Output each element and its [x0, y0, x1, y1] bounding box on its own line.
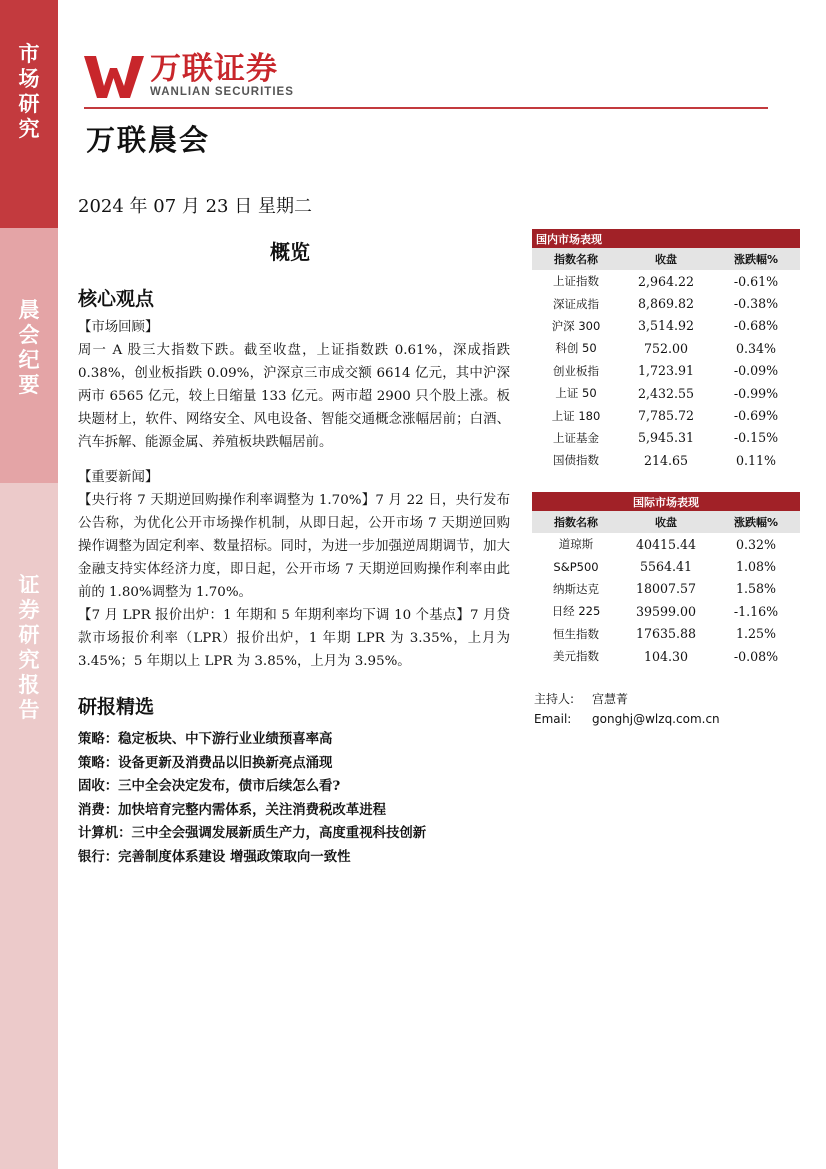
index-name-cell: 上证指数 [553, 274, 599, 289]
col-header-index: 指数名称 [532, 511, 620, 533]
table-row [532, 292, 800, 314]
sidebar-research-report [0, 483, 58, 1169]
host-line [534, 690, 629, 707]
market-review-section [78, 316, 510, 454]
index-name-cell: 创业板指 [553, 363, 599, 378]
index-name-cell: 美元指数 [553, 649, 599, 664]
table-row [532, 578, 800, 600]
index-name-cell: 上证 50 [555, 386, 597, 401]
close-value-cell: 1,723.91 [637, 363, 695, 379]
index-name-cell: 恒生指数 [553, 626, 599, 641]
market-review-text: 周一 A 股三大指数下跌。截至收盘，上证指数跌 0.61%，深成指跌 0.38%，创业板指跌 0.09%，沪深京三市成交额 6614 亿元，其中沪深两市 6565 亿元，较上日缩量 133 亿元。两市超 2900 只个股上涨。板块题材上，软件、网络安全、风电设备、智能交通概念涨幅居前；白酒、汽车拆解、能源金属、养殖板块跌幅居前。 [78, 343, 510, 450]
domestic-table-title: 国内市场表现 [532, 229, 800, 248]
change-pct-cell: 1.25% [735, 626, 776, 642]
sidebar-char: 会 [18, 323, 40, 347]
sidebar-char: 研 [18, 92, 40, 116]
sidebar-morning-brief [0, 228, 58, 483]
host-email[interactable]: gonghj@wlzq.com.cn [592, 712, 720, 726]
research-picks-list [78, 728, 426, 869]
logo-chinese-name: 万联证券 [150, 51, 278, 87]
logo-english-name: WANLIAN SECURITIES [150, 86, 294, 98]
report-title: 万联晨会 [86, 123, 211, 157]
change-pct-cell: 1.08% [735, 559, 776, 575]
index-name-cell: 沪深 300 [551, 318, 601, 333]
index-name-cell: S&P500 [553, 559, 599, 574]
index-name-cell: 国债指数 [553, 453, 599, 468]
research-pick-item[interactable]: 策略：稳定板块、中下游行业业绩预喜率高 [78, 731, 333, 747]
sidebar-char: 研 [18, 623, 40, 647]
change-pct-cell: -0.68% [733, 318, 779, 334]
overview-title: 概览 [270, 240, 310, 264]
important-news-section [78, 466, 510, 673]
close-value-cell: 18007.57 [635, 581, 697, 597]
sidebar-char: 究 [18, 648, 40, 672]
change-pct-cell: -1.16% [733, 603, 779, 619]
sidebar-char: 证 [18, 573, 40, 597]
table-row [532, 600, 800, 622]
sidebar-char: 市 [18, 42, 40, 66]
close-value-cell: 5,945.31 [637, 430, 695, 446]
index-name-cell: 科创 50 [555, 341, 597, 356]
table-row [532, 315, 800, 337]
table-row [532, 449, 800, 471]
research-pick-item[interactable]: 消费：加快培育完整内需体系，关注消费税改革进程 [78, 801, 386, 818]
close-value-cell: 104.30 [643, 648, 689, 664]
core-views-heading: 核心观点 [78, 288, 155, 310]
market-review-tag: 【市场回顾】 [78, 320, 159, 335]
international-table-title: 国际市场表现 [532, 492, 800, 511]
report-date: 2024 年 07 月 23 日 星期二 [78, 196, 312, 217]
sidebar-char: 告 [18, 698, 40, 722]
sidebar-char: 究 [18, 117, 40, 141]
close-value-cell: 5564.41 [639, 559, 693, 575]
email-label: Email: [534, 712, 572, 726]
table-row [532, 623, 800, 645]
table-row [532, 404, 800, 426]
sidebar-char: 券 [18, 598, 40, 622]
sidebar-char: 纪 [18, 348, 40, 372]
change-pct-cell: -0.15% [733, 430, 779, 446]
col-header-change: 涨跌幅% [712, 511, 800, 533]
host-label: 主持人: [534, 692, 575, 706]
sidebar-market-research [0, 0, 58, 228]
index-name-cell: 上证基金 [553, 430, 599, 445]
host-name: 宫慧菁 [592, 692, 629, 706]
table-row [532, 382, 800, 404]
col-header-index: 指数名称 [532, 248, 620, 270]
close-value-cell: 214.65 [643, 452, 689, 468]
change-pct-cell: -0.09% [733, 363, 779, 379]
change-pct-cell: 0.11% [735, 452, 776, 468]
change-pct-cell: -0.69% [733, 408, 779, 424]
table-row [532, 360, 800, 382]
company-logo [84, 52, 294, 100]
col-header-change: 涨跌幅% [712, 248, 800, 270]
email-line [534, 712, 720, 726]
index-name-cell: 深证成指 [553, 296, 599, 311]
close-value-cell: 2,964.22 [637, 273, 695, 289]
research-picks-heading: 研报精选 [78, 696, 155, 718]
close-value-cell: 40415.44 [635, 536, 697, 552]
change-pct-cell: 1.58% [735, 581, 776, 597]
sidebar [0, 0, 58, 1169]
research-pick-item[interactable]: 策略：设备更新及消费品以旧换新亮点涌现 [78, 754, 333, 771]
sidebar-char: 晨 [18, 298, 40, 322]
index-name-cell: 纳斯达克 [553, 581, 599, 596]
sidebar-char: 报 [18, 673, 40, 697]
close-value-cell: 752.00 [643, 340, 689, 356]
sidebar-char: 场 [18, 67, 40, 91]
domestic-market-table [532, 229, 800, 472]
research-pick-item[interactable]: 银行：完善制度体系建设 增强政策取向一致性 [78, 848, 351, 865]
close-value-cell: 17635.88 [635, 626, 697, 642]
change-pct-cell: -0.38% [733, 296, 779, 312]
change-pct-cell: -0.08% [733, 648, 779, 664]
index-name-cell: 日经 225 [551, 604, 601, 619]
wanlian-logo-icon [84, 52, 144, 100]
table-row [532, 645, 800, 667]
table-row [532, 533, 800, 555]
index-name-cell: 道琼斯 [558, 537, 594, 552]
table-row [532, 337, 800, 359]
close-value-cell: 3,514.92 [637, 318, 695, 334]
research-pick-item[interactable]: 计算机：三中全会强调发展新质生产力，高度重视科技创新 [78, 825, 427, 841]
close-value-cell: 39599.00 [635, 603, 697, 619]
sidebar-char: 要 [18, 373, 40, 397]
important-news-tag: 【重要新闻】 [78, 470, 159, 485]
close-value-cell: 8,869.82 [637, 296, 695, 312]
col-header-close: 收盘 [620, 248, 712, 270]
change-pct-cell: 0.32% [735, 536, 776, 552]
change-pct-cell: 0.34% [735, 340, 776, 356]
header-rule [84, 107, 768, 109]
table-row [532, 555, 800, 577]
news-item-lpr: 【7 月 LPR 报价出炉：1 年期和 5 年期利率均下调 10 个基点】7 月贷款市场报价利率（LPR）报价出炉，1 年期 LPR 为 3.35%，上月为 3.45%；5 年期以上 LPR 为 3.85%，上月为 3.95%。 [78, 608, 510, 669]
close-value-cell: 2,432.55 [637, 385, 695, 401]
index-name-cell: 上证 180 [551, 408, 601, 423]
change-pct-cell: -0.61% [733, 273, 779, 289]
international-market-table [532, 492, 800, 667]
close-value-cell: 7,785.72 [637, 408, 695, 424]
change-pct-cell: -0.99% [733, 385, 779, 401]
news-item-pboc: 【央行将 7 天期逆回购操作利率调整为 1.70%】7 月 22 日，央行发布公告称，为优化公开市场操作机制，从即日起，公开市场 7 天期逆回购操作调整为固定利率、数量招标。同时，为进一步加强逆周期调节，加大金融支持实体经济力度，即日起，公开市场 7 天期逆回购操作利率由此前的 1.80%调整为 1.70%。 [78, 493, 510, 600]
col-header-close: 收盘 [620, 511, 712, 533]
table-row [532, 427, 800, 449]
research-pick-item[interactable]: 固收：三中全会决定发布，债市后续怎么看? [78, 778, 341, 794]
table-row [532, 270, 800, 292]
